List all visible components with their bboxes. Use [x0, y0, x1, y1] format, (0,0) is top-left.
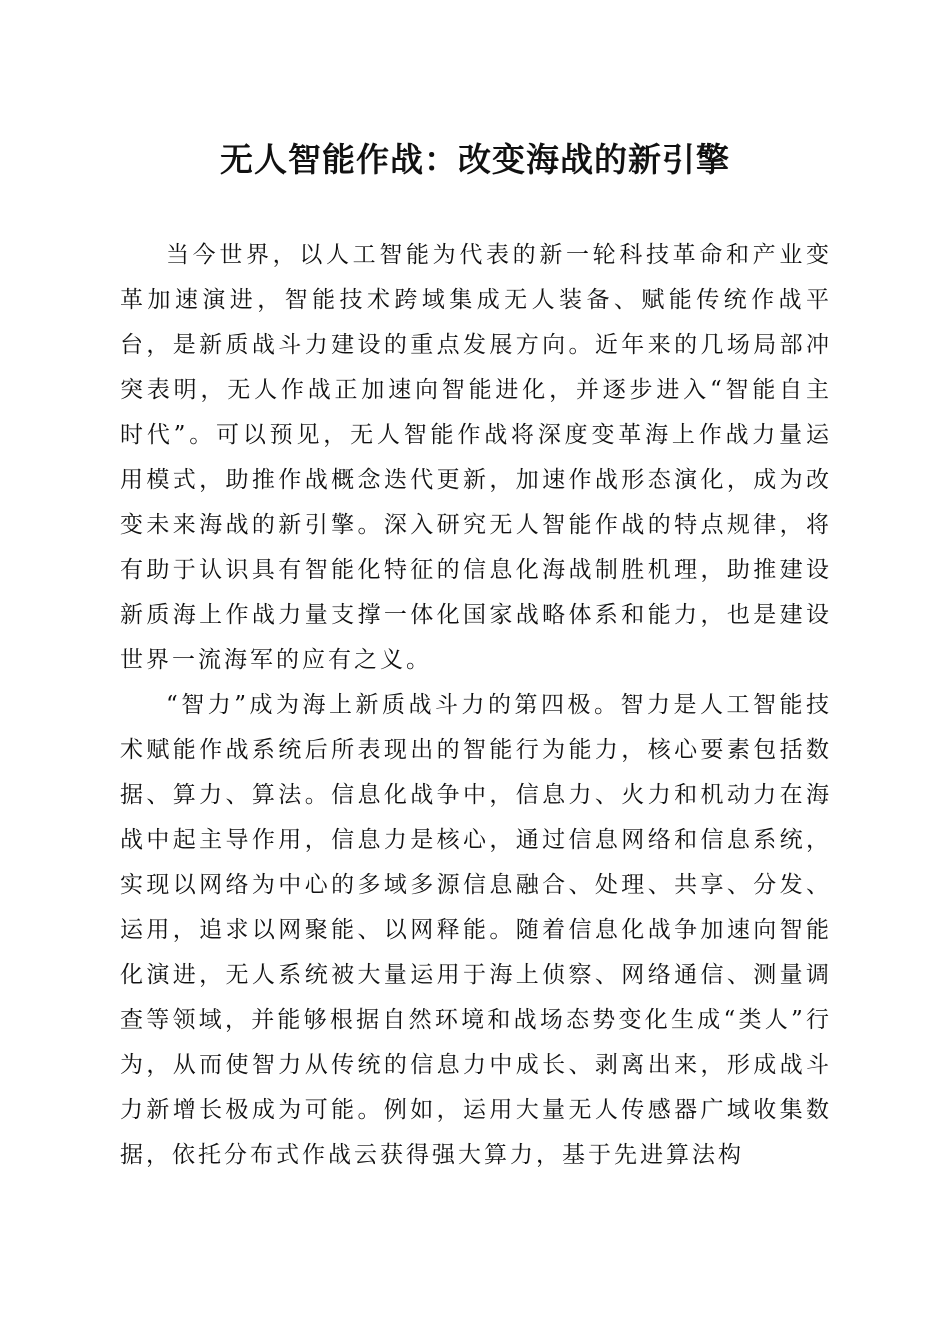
paragraph-intro: 当今世界，以人工智能为代表的新一轮科技革命和产业变革加速演进，智能技术跨域集成无人装备、赋能传统作战平台，是新质战斗力建设的重点发展方向。近年来的几场局部冲突表明，无人作战正加速向智能进化，并逐步进入“智能自主时代”。可以预见，无人智能作战将深度变革海上作战力量运用模式，助推作战概念迭代更新，加速作战形态演化，成为改变未来海战的新引擎。深入研究无人智能作战的特点规律，将有助于认识具有智能化特征的信息化海战制胜机理，助推建设新质海上作战力量支撑一体化国家战略体系和能力，也是建设世界一流海军的应有之义。 [120, 242, 832, 673]
article-title: 无人智能作战：改变海战的新引擎 [220, 140, 730, 179]
article-body [120, 233, 832, 1178]
paragraph-intelligence: “智力”成为海上新质战斗力的第四极。智力是人工智能技术赋能作战系统后所表现出的智能行为能力，核心要素包括数据、算力、算法。信息化战争中，信息力、火力和机动力在海战中起主导作用，信息力是核心，通过信息网络和信息系统，实现以网络为中心的多域多源信息融合、处理、共享、分发、运用，追求以网聚能、以网释能。随着信息化战争加速向智能化演进，无人系统被大量运用于海上侦察、网络通信、测量调查等领域，并能够根据自然环境和战场态势变化生成“类人”行为，从而使智力从传统的信息力中成长、剥离出来，形成战斗力新增长极成为可能。例如，运用大量无人传感器广域收集数据，依托分布式作战云获得强大算力，基于先进算法构 [120, 692, 832, 1168]
